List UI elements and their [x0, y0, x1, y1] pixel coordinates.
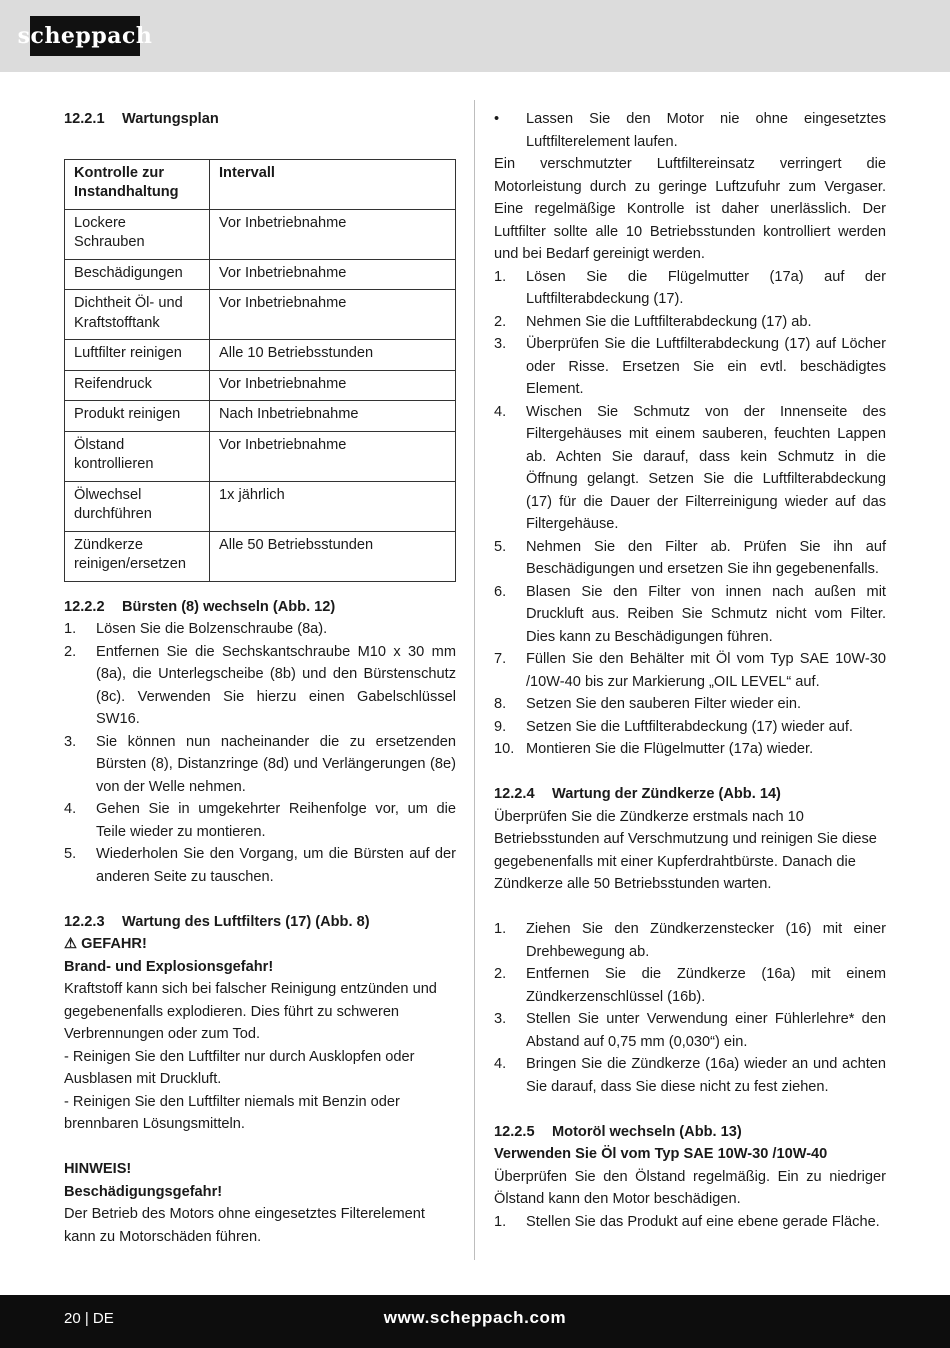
list-item: 9. Setzen Sie die Luftfilterabdeckung (17) wieder auf. — [494, 718, 853, 735]
list-item: 4. Gehen Sie in umgekehrter Reihenfolge vor, um die Teile wieder zu montieren. — [64, 801, 456, 840]
list-item: 1. Ziehen Sie den Zündkerzenstecker (16) mit einer Drehbewegung ab. — [494, 921, 886, 960]
page-number: 20 | DE — [64, 1310, 114, 1327]
oil-type-subtitle: Verwenden Sie Öl vom Typ SAE 10W-30 /10W-40 — [494, 1146, 828, 1162]
list-item: 7. Füllen Sie den Behälter mit Öl vom Typ SAE 10W-30 /10W-40 bis zur Markierung „OIL LEVEL“ auf. — [494, 651, 886, 690]
table-cell: Alle 10 Betriebsstunden — [210, 340, 456, 371]
list-item: 8. Setzen Sie den sauberen Filter wieder ein. — [494, 696, 802, 712]
section-heading-wartungsplan: 12.2.1 Wartungsplan — [64, 111, 219, 127]
table-cell: 1x jährlich — [210, 481, 456, 531]
footer-bar — [0, 1295, 950, 1348]
header-bar — [0, 0, 950, 72]
table-cell: Reifendruck — [65, 370, 210, 401]
website-url: www.scheppach.com — [383, 1308, 567, 1327]
table-row — [65, 401, 456, 432]
scheppach-logo: scheppach — [30, 16, 140, 56]
warning-triangle-icon: ⚠ — [64, 936, 78, 952]
list-item: 1. Stellen Sie das Produkt auf eine ebene gerade Fläche. — [494, 1213, 880, 1230]
table-header-cell: Kontrolle zur Instandhaltung — [65, 159, 210, 209]
table-cell: Vor Inbetriebnahme — [210, 209, 456, 259]
table-header-row — [65, 159, 456, 209]
table-cell: Lockere Schrauben — [65, 209, 210, 259]
bullet-list — [494, 108, 886, 153]
table-cell: Nach Inbetriebnahme — [210, 401, 456, 432]
table-cell: Zündkerze reinigen/ersetzen — [65, 531, 210, 581]
danger-label: ⚠ GEFAHR! — [64, 936, 147, 952]
table-header-cell: Intervall — [210, 159, 456, 209]
list-item: • Lassen Sie den Motor nie ohne eingesetztes Luftfilterelement laufen. — [494, 111, 886, 150]
table-cell: Vor Inbetriebnahme — [210, 290, 456, 340]
brush-steps-list — [64, 618, 456, 888]
column-divider — [474, 100, 475, 1260]
list-item: 4. Bringen Sie die Zündkerze (16a) wieder an und achten Sie darauf, dass Sie diese nicht zu fest ziehen. — [494, 1056, 886, 1095]
table-cell: Luftfilter reinigen — [65, 340, 210, 371]
section-heading-motoroel: 12.2.5 Motoröl wechseln (Abb. 13) — [494, 1123, 742, 1140]
hint-text: Der Betrieb des Motors ohne eingesetztes Filterelement kann zu Motorschäden führen. — [64, 1206, 425, 1245]
danger-subtitle: Brand- und Explosionsgefahr! — [64, 958, 274, 975]
oil-paragraph: Überprüfen Sie den Ölstand regelmäßig. Ein zu niedriger Ölstand kann den Motor beschädigen. — [494, 1168, 886, 1207]
table-cell: Produkt reinigen — [65, 401, 210, 432]
table-cell: Alle 50 Betriebsstunden — [210, 531, 456, 581]
table-row — [65, 259, 456, 290]
danger-text: Kraftstoff kann sich bei falscher Reinigung entzünden und gegebenenfalls explodieren. Dies führt zu schweren Verbrennungen oder zum Tod. — [64, 981, 437, 1042]
list-item: 10. Montieren Sie die Flügelmutter (17a) wieder. — [494, 741, 814, 757]
table-row — [65, 370, 456, 401]
danger-instruction-2: - Reinigen Sie den Luftfilter niemals mit Benzin oder brennbaren Lösungsmitteln. — [64, 1093, 400, 1132]
list-item: 6. Blasen Sie den Filter von innen nach außen mit Druckluft aus. Reiben Sie Schmutz nicht vom Filter. Dies kann zu Beschädigungen führen. — [494, 583, 886, 645]
sparkplug-paragraph: Überprüfen Sie die Zündkerze erstmals nach 10 Betriebsstunden auf Verschmutzung und reinigen Sie diese gegebenenfalls mit einer Kupferdrahtbürste. Danach die Zündkerze alle 50 Betriebsstunden warten. — [494, 808, 877, 892]
danger-instruction-1: - Reinigen Sie den Luftfilter nur durch Ausklopfen oder Ausblasen mit Druckluft. — [64, 1048, 415, 1087]
list-item: 3. Stellen Sie unter Verwendung einer Fühlerlehre* den Abstand auf 0,75 mm (0,030“) ein. — [494, 1011, 886, 1050]
list-item: 2. Entfernen Sie die Sechskantschraube M10 x 30 mm (8a), die Unterlegscheibe (8b) und den Bürstenschutz (8c). Verwenden Sie hierzu einen Gabelschlüssel SW16. — [64, 643, 456, 727]
hint-label: HINWEIS! — [64, 1161, 132, 1177]
right-column — [494, 108, 886, 1233]
list-item: 1. Lösen Sie die Flügelmutter (17a) auf der Luftfilterabdeckung (17). — [494, 268, 886, 307]
left-column — [64, 108, 456, 1248]
table-cell: Vor Inbetriebnahme — [210, 431, 456, 481]
table-cell: Beschädigungen — [65, 259, 210, 290]
list-item: 5. Wiederholen Sie den Vorgang, um die Bürsten auf der anderen Seite zu tauschen. — [64, 846, 456, 885]
list-item: 4. Wischen Sie Schmutz von der Innenseite des Filtergehäuses mit einem sauberen, feuchten Lappen ab. Achten Sie darauf, dass kein Schmutz in die Öffnung gelangt. Setzen Sie die Luftfilterabdeckung (17) für die Dauer der Filterreinigung wieder auf das Filtergehäuse. — [494, 403, 886, 532]
list-item: 2. Entfernen Sie die Zündkerze (16a) mit einem Zündkerzenschlüssel (16b). — [494, 966, 886, 1005]
maintenance-table — [64, 159, 456, 582]
oil-steps-list — [494, 1211, 886, 1234]
table-row — [65, 431, 456, 481]
section-heading-luftfilter: 12.2.3 Wartung des Luftfilters (17) (Abb. 8) — [64, 913, 370, 930]
list-item: 2. Nehmen Sie die Luftfilterabdeckung (17) ab. — [494, 313, 812, 330]
table-cell: Vor Inbetriebnahme — [210, 370, 456, 401]
list-item: 3. Sie können nun nacheinander die zu ersetzenden Bürsten (8), Distanzringe (8d) und Verlängerungen (8e) von der Welle nehmen. — [64, 733, 456, 795]
table-cell: Vor Inbetriebnahme — [210, 259, 456, 290]
airfilter-paragraph: Ein verschmutzter Luftfiltereinsatz verringert die Motorleistung durch zu geringe Luftzufuhr zum Vergaser. Eine regelmäßige Kontrolle ist daher unerlässlich. Der Luftfilter sollte alle 10 Betriebsstunden kontrolliert werden und bei Bedarf gereinigt werden. — [494, 156, 886, 262]
list-item: 5. Nehmen Sie den Filter ab. Prüfen Sie ihn auf Beschädigungen und ersetzen Sie ihn gegebenenfalls. — [494, 538, 886, 577]
list-item: 3. Überprüfen Sie die Luftfilterabdeckung (17) auf Löcher oder Risse. Ersetzen Sie ein evtl. beschädigtes Element. — [494, 336, 886, 397]
hint-subtitle: Beschädigungsgefahr! — [64, 1183, 223, 1200]
list-item: 1. Lösen Sie die Bolzenschraube (8a). — [64, 621, 328, 637]
airfilter-steps-list — [494, 266, 886, 761]
table-cell: Dichtheit Öl- und Kraftstofftank — [65, 290, 210, 340]
section-heading-buersten: 12.2.2 Bürsten (8) wechseln (Abb. 12) — [64, 598, 336, 615]
table-row — [65, 531, 456, 581]
table-row — [65, 209, 456, 259]
sparkplug-steps-list — [494, 918, 886, 1098]
section-heading-zuendkerze: 12.2.4 Wartung der Zündkerze (Abb. 14) — [494, 786, 781, 802]
table-row — [65, 340, 456, 371]
table-cell: Ölstand kontrollieren — [65, 431, 210, 481]
table-cell: Ölwechsel durchführen — [65, 481, 210, 531]
table-row — [65, 481, 456, 531]
table-row — [65, 290, 456, 340]
